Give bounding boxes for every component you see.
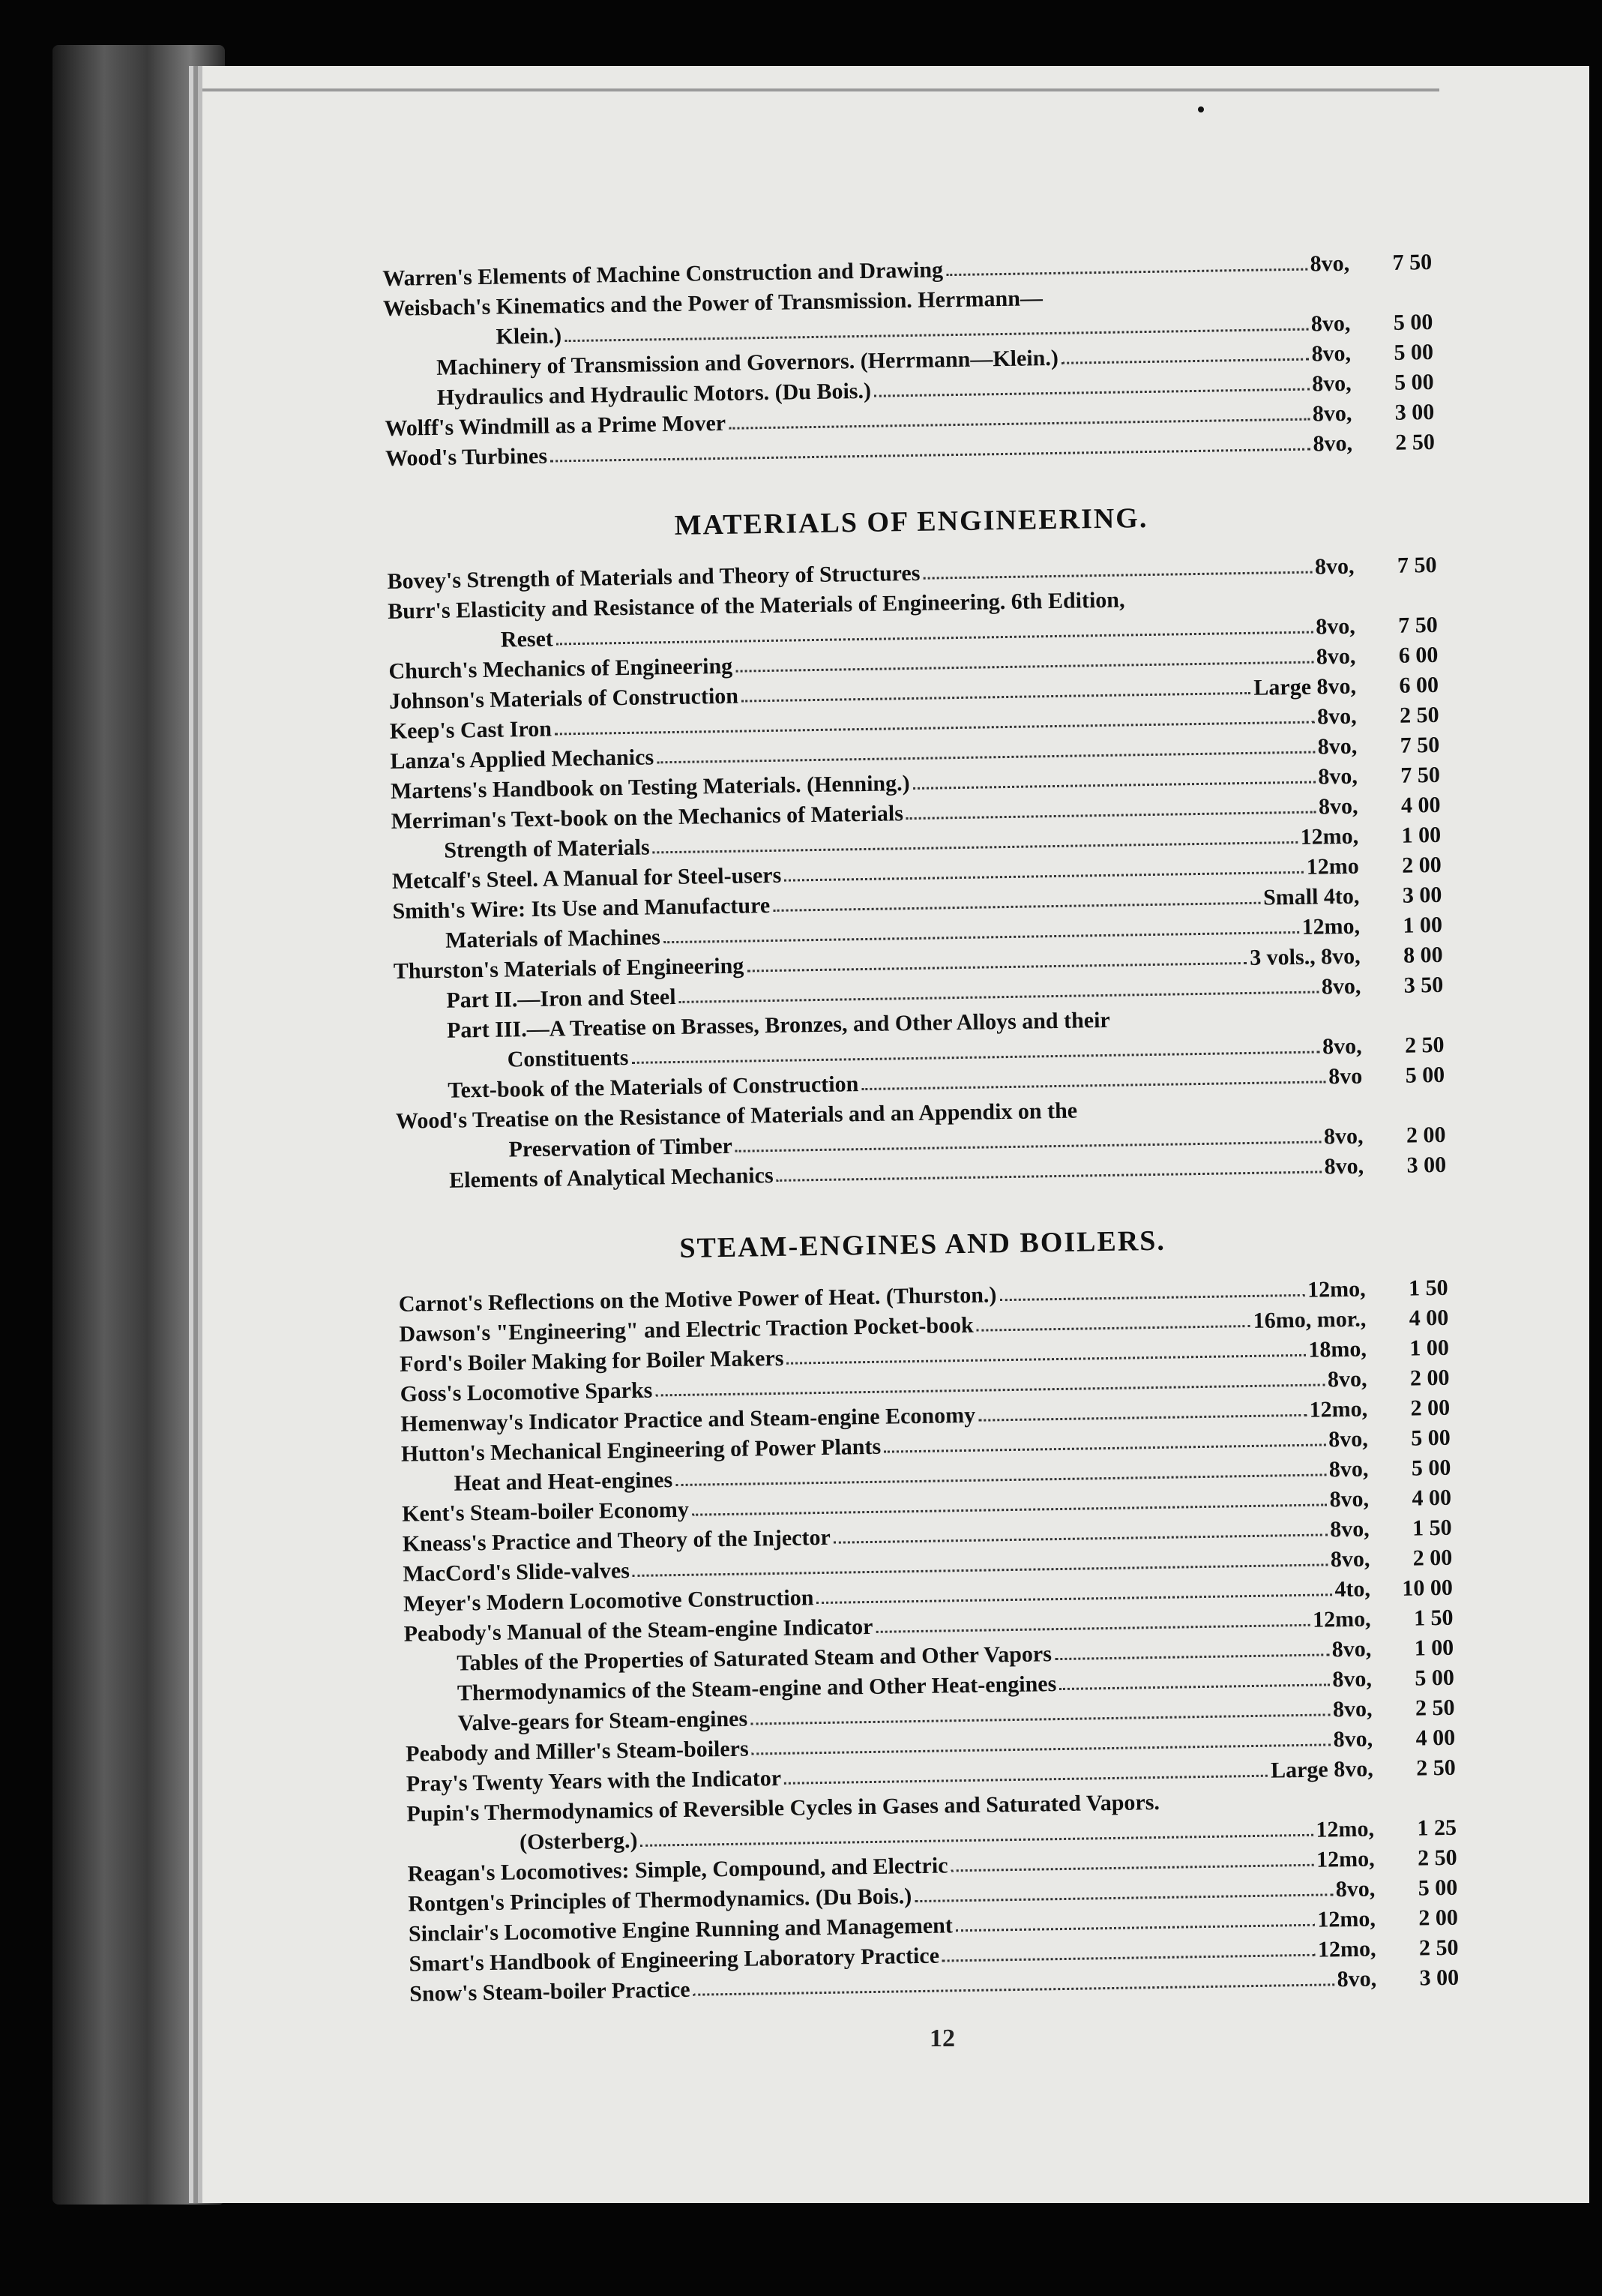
entry-format: 3 vols., 8vo, [1249,943,1361,970]
entry-price: 5 00 [1411,1425,1451,1451]
dot-leader [784,1774,1268,1784]
dot-leader [876,1623,1310,1632]
entry-title: Part III.—A Treatise on Brasses, Bronzes, and Other Alloys and their [446,1007,1110,1043]
entry-price: 2 00 [1409,1365,1450,1391]
entry-format: 8vo, [1317,733,1358,760]
entry-format: 8vo, [1331,1636,1372,1662]
dot-leader [1055,1653,1329,1660]
entry-title: Wood's Treatise on the Resistance of Materials and an Appendix on the [395,1098,1078,1134]
entry-title: Weisbach's Kinematics and the Power of Transmission. Herrmann— [382,286,1044,321]
dot-leader [747,962,1247,972]
dot-leader [1080,1111,1360,1116]
entry-format: 8vo, [1316,643,1356,670]
dot-leader [913,781,1316,789]
entry-format: 18mo, [1308,1336,1367,1362]
entry-format: 12mo, [1317,1906,1376,1932]
entry-format: 8vo, [1335,1876,1376,1902]
entry-format: 8vo, [1315,613,1356,640]
dot-leader [874,388,1309,397]
entry-format: 8vo, [1310,310,1351,337]
entry-title: Rontgen's Principles of Thermodynamics. (Du Bois.) [408,1884,912,1917]
entry-format: 12mo [1306,853,1360,880]
entry-price: 2 50 [1418,1935,1459,1961]
entry-price: 7 50 [1400,762,1441,788]
entry-price: 7 50 [1397,552,1437,578]
entry-price: 7 50 [1392,250,1433,275]
entry-price: 7 50 [1397,612,1438,638]
entry-format: 8vo, [1324,1153,1364,1179]
dot-leader [946,268,1307,276]
entry-title: Thermodynamics of the Steam-engine and Other Heat-engines [457,1671,1057,1706]
entry-price: 8 00 [1403,942,1443,968]
dot-leader [834,1533,1327,1543]
entry-format: 12mo, [1309,1396,1368,1422]
entry-format: 12mo, [1301,913,1361,940]
entry-title: Bovey's Strength of Materials and Theory of Structures [387,560,921,594]
entry-format: 8vo, [1337,1966,1377,1992]
entry-title: Text-book of the Materials of Construction [448,1072,859,1103]
entry-format: 8vo, [1328,1456,1369,1482]
dot-leader [978,1413,1307,1421]
entry-format: 8vo, [1329,1486,1370,1512]
entry-price: 3 50 [1403,972,1444,998]
dot-leader [861,1081,1325,1090]
entry-format: 12mo, [1307,1276,1366,1302]
dot-leader [999,1293,1304,1300]
entry-title: Dawson's "Engineering" and Electric Traction Pocket-book [399,1312,974,1347]
dot-leader [735,1141,1321,1152]
dot-leader [735,661,1313,672]
entry-price: 3 00 [1419,1965,1460,1991]
entry-price: 1 00 [1401,822,1442,848]
dot-leader [977,1324,1250,1331]
entry-title: Goss's Locomotive Sparks [400,1377,653,1407]
entry-title: Sinclair's Locomotive Engine Running and Management [408,1913,954,1947]
entry-price: 2 50 [1395,429,1436,455]
section-heading: MATERIALS OF ENGINEERING. [674,502,1148,541]
entry-price: 6 00 [1398,642,1439,668]
entry-price: 10 00 [1402,1575,1454,1601]
dot-leader [915,1893,1333,1902]
entry-title: Keep's Cast Iron [389,716,552,744]
entry-title: Church's Mechanics of Engineering [388,653,733,684]
entry-title: Smart's Handbook of Engineering Laboratory Practice [409,1943,940,1977]
entry-title: (Osterberg.) [519,1827,638,1855]
entry-title: Klein.) [496,323,562,349]
entry-price: 3 00 [1394,399,1435,425]
dot-leader [564,328,1308,342]
entry-price: 2 50 [1415,1695,1455,1721]
catalog-section [382,247,1435,474]
dot-leader [884,1443,1325,1452]
entry-price: 2 50 [1399,702,1439,728]
dot-leader [556,631,1313,645]
entry-title: Carnot's Reflections on the Motive Power of Heat. (Thurston.) [398,1282,997,1317]
entry-format: 8vo, [1330,1546,1370,1572]
entry-price: 5 00 [1393,309,1433,335]
dot-leader [631,1051,1319,1063]
entry-title: Hutton's Mechanical Engineering of Power Plants [400,1434,882,1467]
dot-leader [692,1503,1327,1515]
entry-price: 5 00 [1411,1455,1451,1481]
dot-leader [679,991,1319,1003]
entry-title: Peabody and Miller's Steam-boilers [405,1736,749,1767]
entry-price: 2 50 [1415,1755,1456,1781]
entry-format: Small 4to, [1262,883,1360,910]
dot-leader [787,1353,1306,1364]
entry-price: 1 00 [1414,1635,1454,1661]
dot-leader [663,931,1299,943]
entry-format: 8vo, [1312,400,1352,427]
entry-title: Lanza's Applied Mechanics [390,745,654,774]
entry-format: 8vo, [1327,1366,1367,1392]
dot-leader [773,901,1260,911]
entry-title: Johnson's Materials of Construction [388,683,739,714]
entry-price: 2 00 [1402,852,1442,878]
entry-format: 8vo, [1329,1516,1370,1542]
page-number: 12 [930,2025,955,2052]
entry-format: 12mo, [1316,1846,1375,1872]
dot-leader [641,1833,1313,1846]
entry-title: Peabody's Manual of the Steam-engine Indicator [403,1614,873,1647]
entry-title: Part II.—Iron and Steel [446,984,676,1013]
entry-format: 8vo, [1318,763,1358,790]
entry-title: Merriman's Text-book on the Mechanics of Materials [391,801,904,834]
entry-format: 12mo, [1312,1606,1371,1632]
entry-format: 8vo, [1321,973,1361,1000]
section-heading: STEAM-ENGINES AND BOILERS. [679,1224,1166,1264]
entry-title: Pupin's Thermodynamics of Reversible Cycles in Gases and Saturated Vapors. [406,1789,1160,1827]
entry-format: 8vo, [1332,1696,1373,1722]
entry-format: 12mo, [1317,1936,1376,1962]
entry-title: Elements of Analytical Mechanics [448,1162,774,1193]
entry-price: 2 00 [1412,1545,1453,1571]
entry-format: 8vo, [1322,1033,1362,1060]
entry-title: Pray's Twenty Years with the Indicator [406,1765,782,1797]
entry-title: Snow's Steam-boiler Practice [409,1977,690,2007]
dot-leader [752,1743,1331,1755]
dot-leader [1113,1021,1358,1025]
dot-leader [693,1983,1334,1995]
dot-leader [1163,1804,1370,1807]
entry-price: 2 50 [1404,1032,1445,1058]
entry-price [1363,1112,1445,1114]
dot-leader [657,751,1315,763]
dot-leader [675,1473,1326,1486]
entry-format: 4to, [1334,1576,1371,1602]
entry-title: Thurston's Materials of Engineering [393,953,744,984]
entry-title: Heat and Heat-engines [454,1467,673,1496]
entry-title: Constituents [507,1045,629,1072]
entry-title: Strength of Materials [444,835,650,863]
entry-price: 1 00 [1409,1335,1450,1361]
entry-price: 5 00 [1405,1062,1445,1088]
dot-leader [942,1953,1315,1962]
entry-title: Metcalf's Steel. A Manual for Steel-users [391,862,782,894]
dot-leader [1046,298,1347,303]
entry-title: Preservation of Timber [508,1133,733,1162]
entry-price: 2 50 [1417,1845,1457,1871]
entry-title: Reset [500,626,554,652]
entry-price: 6 00 [1399,672,1439,698]
entry-format: 8vo, [1318,793,1358,820]
dot-leader [633,1563,1328,1577]
entry-format: 16mo, mor., [1253,1306,1367,1333]
entry-title: Martens's Handbook on Testing Materials. (Henning.) [390,771,910,804]
entry-title: Machinery of Transmission and Governors. (Herrmann—Klein.) [436,345,1059,380]
entry-price: 1 50 [1408,1275,1448,1301]
entry-price [1355,602,1437,604]
dot-leader [816,1593,1331,1604]
dot-leader [906,811,1316,820]
entry-format: 8vo, [1323,1123,1364,1149]
entry-title: Valve-gears for Steam-engines [457,1706,748,1736]
entry-price: 1 25 [1417,1815,1457,1841]
catalog-section [386,495,1446,1197]
dot-leader [777,1170,1322,1181]
entry-format: 8vo, [1311,340,1352,367]
catalog-section [397,1218,1459,2010]
entry-price: 1 50 [1413,1605,1454,1631]
dot-leader [555,721,1314,735]
dot-leader [655,1383,1325,1396]
entry-title: Warren's Elements of Machine Construction and Drawing [382,257,944,291]
dot-leader [1059,1683,1329,1690]
entry-price: 2 00 [1406,1122,1446,1148]
entry-price: 5 00 [1394,369,1434,395]
entry-price: 4 00 [1412,1485,1452,1511]
dot-leader [550,448,1310,462]
catalog-content [382,247,1459,2010]
page-top-rule [202,88,1439,91]
entry-title: Hydraulics and Hydraulic Motors. (Du Bois.) [436,378,872,410]
entry-title: Kent's Steam-boiler Economy [401,1497,690,1527]
entry-title: Burr's Elasticity and Resistance of the Materials of Engineering. 6th Edition, [388,587,1125,624]
entry-title: Ford's Boiler Making for Boiler Makers [399,1345,784,1377]
entry-format: 8vo, [1316,703,1357,730]
ink-speck [1198,106,1204,112]
entry-format: 8vo, [1314,553,1355,580]
entry-title: Kneass's Practice and Theory of the Injector [402,1524,831,1557]
dot-leader [1062,358,1309,364]
entry-title: Materials of Machines [445,925,661,953]
dot-leader [956,1923,1315,1932]
entry-format: Large 8vo, [1270,1756,1373,1783]
entry-title: MacCord's Slide-valves [403,1558,630,1587]
entry-title: Meyer's Modern Locomotive Construction [403,1585,814,1617]
dot-leader [653,841,1298,853]
entry-format: 8vo, [1311,370,1352,397]
entry-format: 8vo, [1328,1426,1369,1452]
entry-format: 8vo, [1313,430,1353,457]
entry-price: 1 50 [1412,1515,1452,1541]
entry-price [1361,1022,1444,1024]
dot-leader [784,871,1304,881]
entry-price: 4 00 [1409,1305,1449,1331]
entry-price: 2 00 [1410,1395,1451,1421]
entry-title: Wolff's Windmill as a Prime Mover [385,410,726,441]
entry-price: 4 00 [1400,792,1441,818]
dot-leader [750,1713,1330,1725]
entry-price: 3 00 [1402,882,1442,908]
entry-format: 8vo [1328,1063,1363,1090]
entry-format: 12mo, [1300,823,1359,850]
entry-title: Reagan's Locomotives: Simple, Compound, and Electric [407,1853,948,1887]
entry-price: 7 50 [1400,732,1440,758]
entry-price: 4 00 [1415,1725,1456,1751]
dot-leader [923,571,1312,579]
entry-title: Tables of the Properties of Saturated Steam and Other Vapors [457,1641,1053,1676]
entry-format: 8vo, [1310,250,1350,277]
entry-title: Smith's Wire: Its Use and Manufacture [392,892,771,924]
entry-price [1373,1805,1456,1806]
entry-format: Large 8vo, [1253,673,1357,700]
entry-price: 5 00 [1418,1875,1458,1901]
entry-price: 1 00 [1403,912,1443,938]
dot-leader [729,418,1310,429]
entry-title: Hemenway's Indicator Practice and Steam-engine Economy [400,1402,976,1437]
entry-title: Wood's Turbines [385,443,548,471]
entry-format: 8vo, [1333,1726,1373,1752]
entry-price: 5 00 [1394,339,1434,365]
dot-leader [741,691,1250,702]
book-edge [52,45,225,2205]
entry-price: 2 00 [1418,1905,1459,1931]
dot-leader [951,1863,1314,1872]
entry-price [1350,299,1433,301]
entry-format: 8vo, [1332,1666,1373,1692]
entry-format: 12mo, [1316,1816,1375,1842]
dot-leader [1128,601,1352,605]
entry-price: 3 00 [1406,1152,1447,1178]
entry-price: 5 00 [1415,1665,1455,1691]
